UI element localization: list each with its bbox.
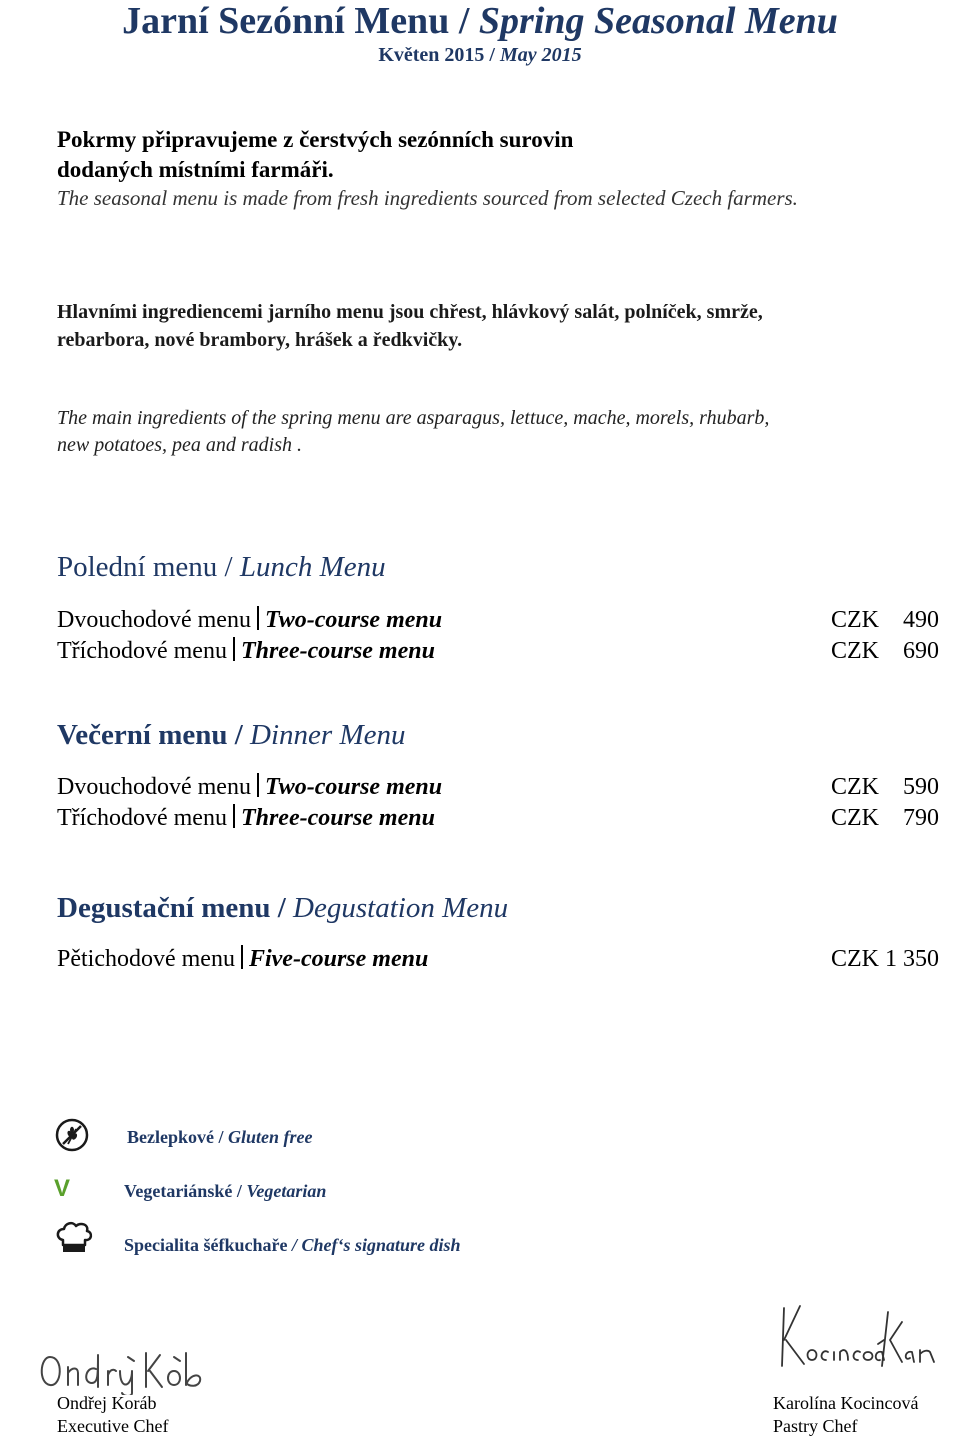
legend-czech: Specialita šéfkuchaře: [124, 1235, 292, 1255]
menu-row-czech: Tříchodové menu: [57, 638, 227, 664]
ingredients-english-line1: The main ingredients of the spring menu are asparagus, lettuce, mache, morels, rhubarb,: [57, 407, 770, 429]
title-czech: Jarní Sezónní Menu /: [122, 0, 479, 42]
legend-signature-dish: [124, 1233, 461, 1257]
menu-row-dinner-three-course: [57, 803, 939, 834]
intro-czech-line2: dodaných místními farmáři.: [57, 157, 334, 182]
page-subtitle: [0, 43, 960, 67]
section-heading-english: Dinner Menu: [250, 719, 406, 751]
section-heading-english: Degustation Menu: [293, 892, 509, 924]
menu-row-english: Two-course menu: [264, 607, 443, 633]
chef-left-name: Ondřej Koráb: [57, 1393, 157, 1413]
legend-czech: Bezlepkové /: [127, 1127, 228, 1147]
chef-hat-icon: [54, 1220, 94, 1256]
menu-row-czech: Tříchodové menu: [57, 805, 227, 831]
section-heading-degustation: [57, 891, 508, 925]
signature-karolina-kocincova: [778, 1300, 938, 1375]
gluten-free-icon: [54, 1117, 90, 1153]
page-title: [0, 0, 960, 42]
intro-czech-line1: Pokrmy připravujeme z čerstvých sezónních surovin: [57, 127, 574, 152]
section-heading-dinner: [57, 718, 405, 752]
title-english: Spring Seasonal Menu: [478, 0, 838, 42]
menu-row-english: Five-course menu: [248, 946, 429, 972]
menu-row-lunch-two-course: [57, 605, 939, 636]
legend-vegetarian: [124, 1179, 326, 1203]
signature-ondrej-korab: [36, 1343, 211, 1395]
subtitle-czech: Květen 2015 /: [378, 44, 500, 66]
section-heading-czech: Večerní menu /: [57, 719, 251, 751]
menu-row-price: CZK 490: [831, 607, 939, 633]
menu-row-english: Three-course menu: [240, 805, 435, 831]
menu-row-czech: Dvouchodové menu: [57, 774, 251, 800]
menu-row-dinner-two-course: [57, 772, 939, 803]
menu-row-lunch-three-course: [57, 636, 939, 667]
section-heading-english: Lunch Menu: [239, 551, 386, 583]
legend-english: Vegetarian: [246, 1181, 327, 1201]
legend-czech: Vegetariánské /: [124, 1181, 247, 1201]
intro-english: The seasonal menu is made from fresh ingredients sourced from selected Czech farmers.: [57, 186, 798, 210]
menu-row-czech: Dvouchodové menu: [57, 607, 251, 633]
subtitle-english: May 2015: [499, 44, 582, 66]
legend-english: Gluten free: [228, 1127, 313, 1147]
chef-right-role: Pastry Chef: [773, 1416, 858, 1436]
menu-row-english: Three-course menu: [240, 638, 435, 664]
menu-row-price: CZK 1 350: [831, 946, 939, 972]
separator-bar: [257, 606, 259, 630]
legend-english: / Chef‘s signature dish: [292, 1235, 461, 1255]
menu-row-price: CZK 590: [831, 774, 939, 800]
section-heading-lunch: [57, 550, 386, 584]
menu-row-price: CZK 690: [831, 638, 939, 664]
menu-row-czech: Pětichodové menu: [57, 946, 235, 972]
separator-bar: [241, 945, 243, 969]
ingredients-czech-line2: rebarbora, nové brambory, hrášek a ředkvičky.: [57, 329, 463, 351]
menu-row-degustation-five-course: [57, 944, 939, 975]
ingredients-czech-line1: Hlavními ingrediencemi jarního menu jsou chřest, hlávkový salát, polníček, smrže,: [57, 301, 763, 323]
vegetarian-icon: V: [54, 1175, 71, 1202]
separator-bar: [233, 804, 235, 828]
ingredients-english-line2: new potatoes, pea and radish .: [57, 434, 302, 456]
menu-row-price: CZK 790: [831, 805, 939, 831]
chef-left-role: Executive Chef: [57, 1416, 169, 1436]
legend-gluten-free: [127, 1125, 313, 1149]
menu-row-english: Two-course menu: [264, 774, 443, 800]
separator-bar: [257, 773, 259, 797]
section-heading-czech: Polední menu /: [57, 551, 240, 583]
chef-right-name: Karolína Kocincová: [773, 1393, 919, 1413]
separator-bar: [233, 637, 235, 661]
section-heading-czech: Degustační menu /: [57, 892, 294, 924]
